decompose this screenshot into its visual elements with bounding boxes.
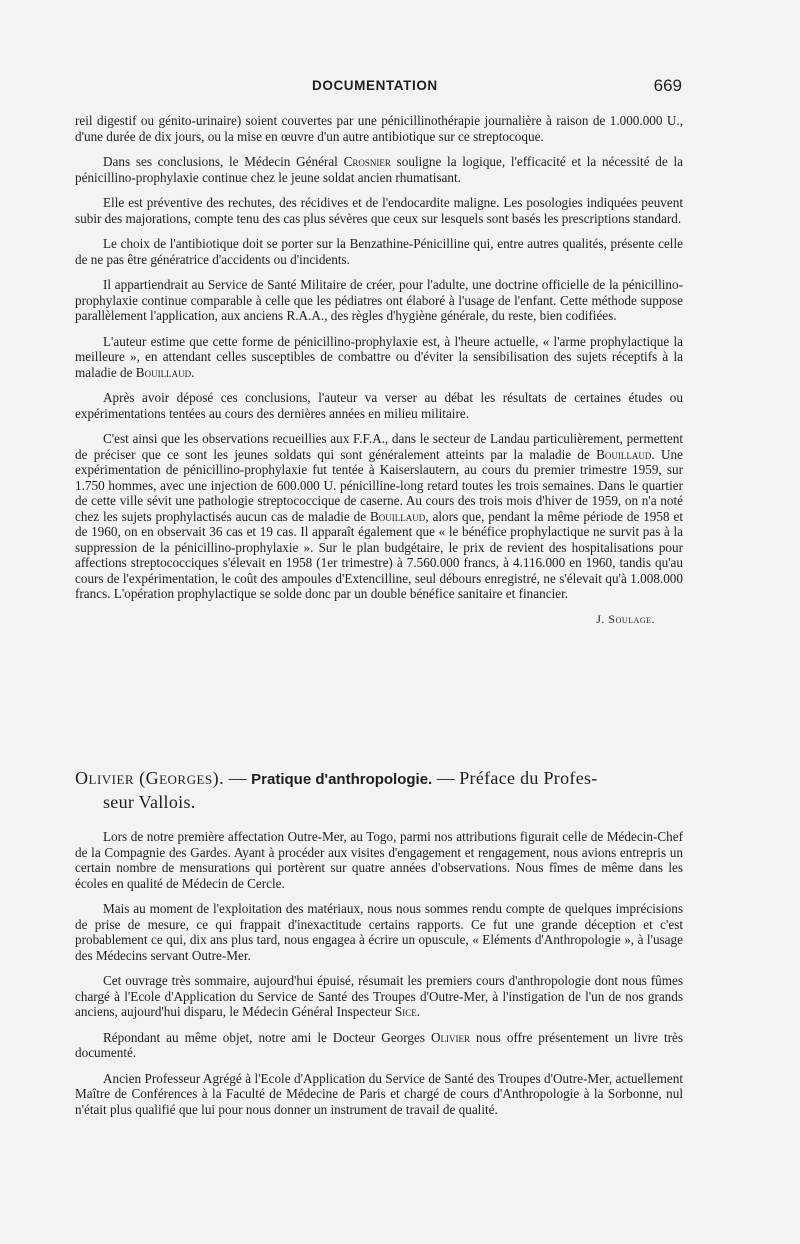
paragraph: Ancien Professeur Agrégé à l'Ecole d'Application du Service de Santé des Troupes d'Outre-Mer, actuellement Maître de Conférences à la Faculté de Médecine de Paris et chargé de cours d'Anthropologie à la Sorbonne, nul n'était plus qualifié que lui pour nous donner un instrument de travail de qualité. <box>75 1070 683 1117</box>
paragraph <box>75 334 683 381</box>
review-heading <box>75 767 715 813</box>
person-name: Olivier <box>431 1029 471 1045</box>
text-run: . <box>416 1004 420 1019</box>
paragraph <box>75 973 683 1020</box>
running-title: DOCUMENTATION <box>312 78 438 93</box>
person-name: Sice <box>394 1004 417 1019</box>
review-preface: Préface du Profes- <box>459 768 598 788</box>
review-preface-continued: seur Vallois. <box>103 792 196 812</box>
text-run: Répondant au même objet, notre ami le Docteur Georges <box>103 1029 431 1045</box>
dash: — <box>224 768 252 788</box>
paragraph: Lors de notre première affectation Outre-Mer, au Togo, parmi nos attributions figurait celle de Médecin-Chef de la Compagnie des Gardes. Ayant à procéder aux visites d'engagement et rengagement, nous avions entrepris un certain nombre de mensurations qui portèrent sur quatre années d'observations. Nous fîmes de même dans les écoles en qualité de Médecin de Cercle. <box>75 829 683 891</box>
paragraph: Elle est préventive des rechutes, des récidives et de l'endocardite maligne. Les posologies indiquées peuvent subir des majorations, compte tenu des cas plus sévères que ceux sur lesquels sont basés les prescriptions standard. <box>75 195 683 226</box>
text-run: souligne la logique, l'efficacité et la nécessité de la pénicillino-prophylaxie continue chez le jeune soldat ancien rhumatisant. <box>75 154 683 185</box>
person-name: Bouillaud <box>135 364 192 380</box>
paragraph: reil digestif ou génito-urinaire) soient couvertes par une pénicillinothérapie journalière à raison de 1.000.000 U., d'une durée de dix jours, ou la mise en œuvre d'un autre antibiotique sur ce streptocoque. <box>75 113 683 144</box>
text-run: L'auteur estime que cette forme de pénicillino-prophylaxie est, à l'heure actuelle, « l'arme prophylactique la meilleure », en attendant celles susceptibles de combattre ou d'éviter la sensibilisation des sujets réceptifs à la maladie de <box>75 333 683 380</box>
person-name: Crosnier <box>343 154 391 169</box>
paragraph: Le choix de l'antibiotique doit se porter sur la Benzathine-Pénicilline qui, entre autres qualités, présente celle de ne pas être génératrice d'accidents ou d'incidents. <box>75 236 683 267</box>
text-run: , alors que, pendant la même période de 1958 et de 1960, on en observait 36 cas et 19 cas. Il apparaît également que « le bénéfice prophylactique ne survit pas à la suppression de la pénicillino-prophylaxie ». Sur le plan budgétaire, le prix de revient des hospitalisations pour affections streptococciques s'élevait en 1958 (1er trimestre) à 7.560.000 francs, à 4.116.000 en 1960, tandis qu'au cours de l'expérimentation, le coût des ampoules d'Extencilline, seul débours enregistré, ne s'élevait qu'à 1.008.000 francs. L'opération prophylactique se solde donc par un double bénéfice sanitaire et financier. <box>75 508 683 601</box>
text-run: . Une expérimentation de pénicillino-prophylaxie fut tentée à Kaiserslautern, au cours du premier trimestre 1959, sur 1.750 hommes, avec une injection de 600.000 U. pénicilline-long retard toutes les trois semaines. Dans le quartier de cette ville sévit une pathologie streptococcique de caserne. Au cours des trois mois d'hiver de 1959, on n'a noté chez les sujets prophylactisés aucun cas de maladie de <box>75 446 683 524</box>
paragraph: Mais au moment de l'exploitation des matériaux, nous nous sommes rendu compte de quelques imprécisions de prise de mesure, ce qui frappait d'inexactitude certains rapports. Ce fut une grande déception et c'est probablement ce qui, dix ans plus tard, nous engagea à écrire un opuscule, « Eléments d'Anthropologie », à l'usage des Médecins servant Outre-Mer. <box>75 901 683 963</box>
page-header <box>0 78 800 102</box>
review-body <box>75 829 683 1127</box>
paragraph <box>75 154 683 185</box>
text-run: nous offre présentement un livre très documenté. <box>75 1029 683 1060</box>
text-run: . <box>191 364 195 380</box>
paragraph: Après avoir déposé ces conclusions, l'auteur va verser au débat les résultats de certaines études ou expérimentations tentées au cours des dernières années en milieu militaire. <box>75 390 683 421</box>
page-number: 669 <box>653 76 682 95</box>
text-run: Cet ouvrage très sommaire, aujourd'hui épuisé, résumait les premiers cours d'anthropologie dont nous fûmes chargé à l'Ecole d'Application du Service de Santé des Troupes d'Outre-Mer, à l'instigation de l'un de nos grands anciens, aujourd'hui disparu, le Médecin Général Inspecteur <box>75 973 683 1019</box>
text-run: Dans ses conclusions, le Médecin Général <box>103 154 344 169</box>
paragraph: Il appartiendrait au Service de Santé Militaire de créer, pour l'adulte, une doctrine officielle de la pénicillino-prophylaxie continue comparable à celle que les pédiatres ont élaboré à l'usage de l'enfant. Cette méthode suppose parallèlement l'application, aux anciens R.A.A., des règles d'hygiène générale, du reste, bien codifiées. <box>75 277 683 323</box>
person-name: Bouillaud <box>370 508 426 524</box>
author-signature: J. Soulage. <box>596 611 655 626</box>
person-name: Bouillaud <box>596 446 652 462</box>
paragraph <box>75 431 683 602</box>
dash: — <box>432 768 460 788</box>
review-author: Olivier (Georges). <box>75 768 225 788</box>
article-continuation <box>75 113 683 627</box>
paragraph <box>75 1030 683 1061</box>
text-run: C'est ainsi que les observations recueillies aux F.F.A., dans le secteur de Landau particulièrement, permettent de préciser que ce sont les jeunes soldats qui sont généralement atteints par la maladie de <box>75 431 683 462</box>
review-title: Pratique d'anthropologie. <box>251 771 433 788</box>
